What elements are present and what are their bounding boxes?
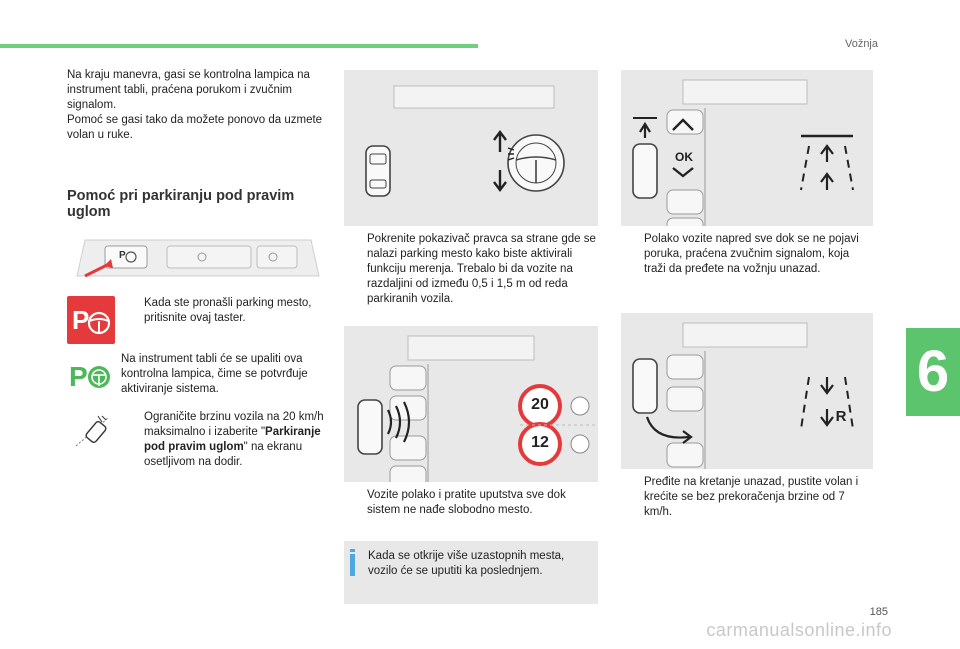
chapter-tab: 6 [906, 328, 960, 416]
touchscreen-hand-icon [72, 412, 114, 450]
ok-label: OK [675, 150, 693, 164]
svg-text:P: P [69, 361, 88, 392]
info-box [344, 541, 598, 604]
section-heading: Pomoć pri parkiranju pod pravim uglom [67, 188, 295, 220]
section-title: Vožnja [844, 38, 878, 50]
illustration-reverse [621, 313, 873, 469]
step-drive-forward: Polako vozite napred sve dok se ne pojavi poruka, praćena zvučnim signalom, koja traži da pređete na vožnju unazad. [644, 233, 859, 275]
intro-text: Na kraju manevra, gasi se kontrolna lampica na instrument tabli, praćena porukom i zvučnim signalom. Pomoć se gasi tako da možete ponovo da uzmete volan u ruke. [67, 69, 323, 141]
watermark: carmanualsonline.info [706, 620, 892, 640]
header-accent-bar [0, 44, 478, 48]
speed-sign-20: 20 [531, 396, 549, 413]
step-drive-slowly: Vozite polako i pratite uputstva sve dok sistem ne nađe slobodno mesto. [367, 489, 566, 516]
illustration-scan-parking [344, 326, 598, 482]
svg-text:P: P [72, 305, 90, 335]
page-number: 185 [869, 606, 888, 618]
info-icon [350, 554, 355, 576]
indicator-lit-text: Na instrument tabli će se upaliti ova kontrolna lampica, čime se potvrđuje aktiviranje sistema. [121, 353, 308, 395]
step-activate-turn-signal: Pokrenite pokazivač pravca sa strane gde se nalazi parking mesto kako biste aktivirali funkciju merenja. Trebalo bi da vozite na razdaljini od između 0,5 i 1,5 m od reda parkiranih vozila. [367, 233, 596, 305]
parking-red-tile [67, 296, 115, 344]
step-press-button: Kada ste pronašli parking mesto, pritisnite ovaj taster. [144, 297, 312, 324]
illustration-drive-forward [621, 70, 873, 226]
console-button-label: P [119, 250, 126, 261]
reverse-gear-label: R [835, 408, 847, 425]
parking-green-indicator-icon [67, 356, 115, 392]
speed-sign-12: 12 [531, 434, 549, 451]
info-text: Kada se otkrije više uzastopnih mesta, vozilo će se uputiti ka poslednjem. [368, 550, 565, 577]
step-reverse: Pređite na kretanje unazad, pustite volan i krećite se bez prekoračenja brzine od 7 km/h. [644, 476, 859, 518]
illustration-turn-signal [344, 70, 598, 226]
step-limit-speed: Ograničite brzinu vozila na 20 km/h maksimalno i izaberite "Parkiranje pod pravim uglom" na ekranu osetljivom na dodir. [144, 411, 324, 468]
console-button-illustration [67, 226, 329, 288]
